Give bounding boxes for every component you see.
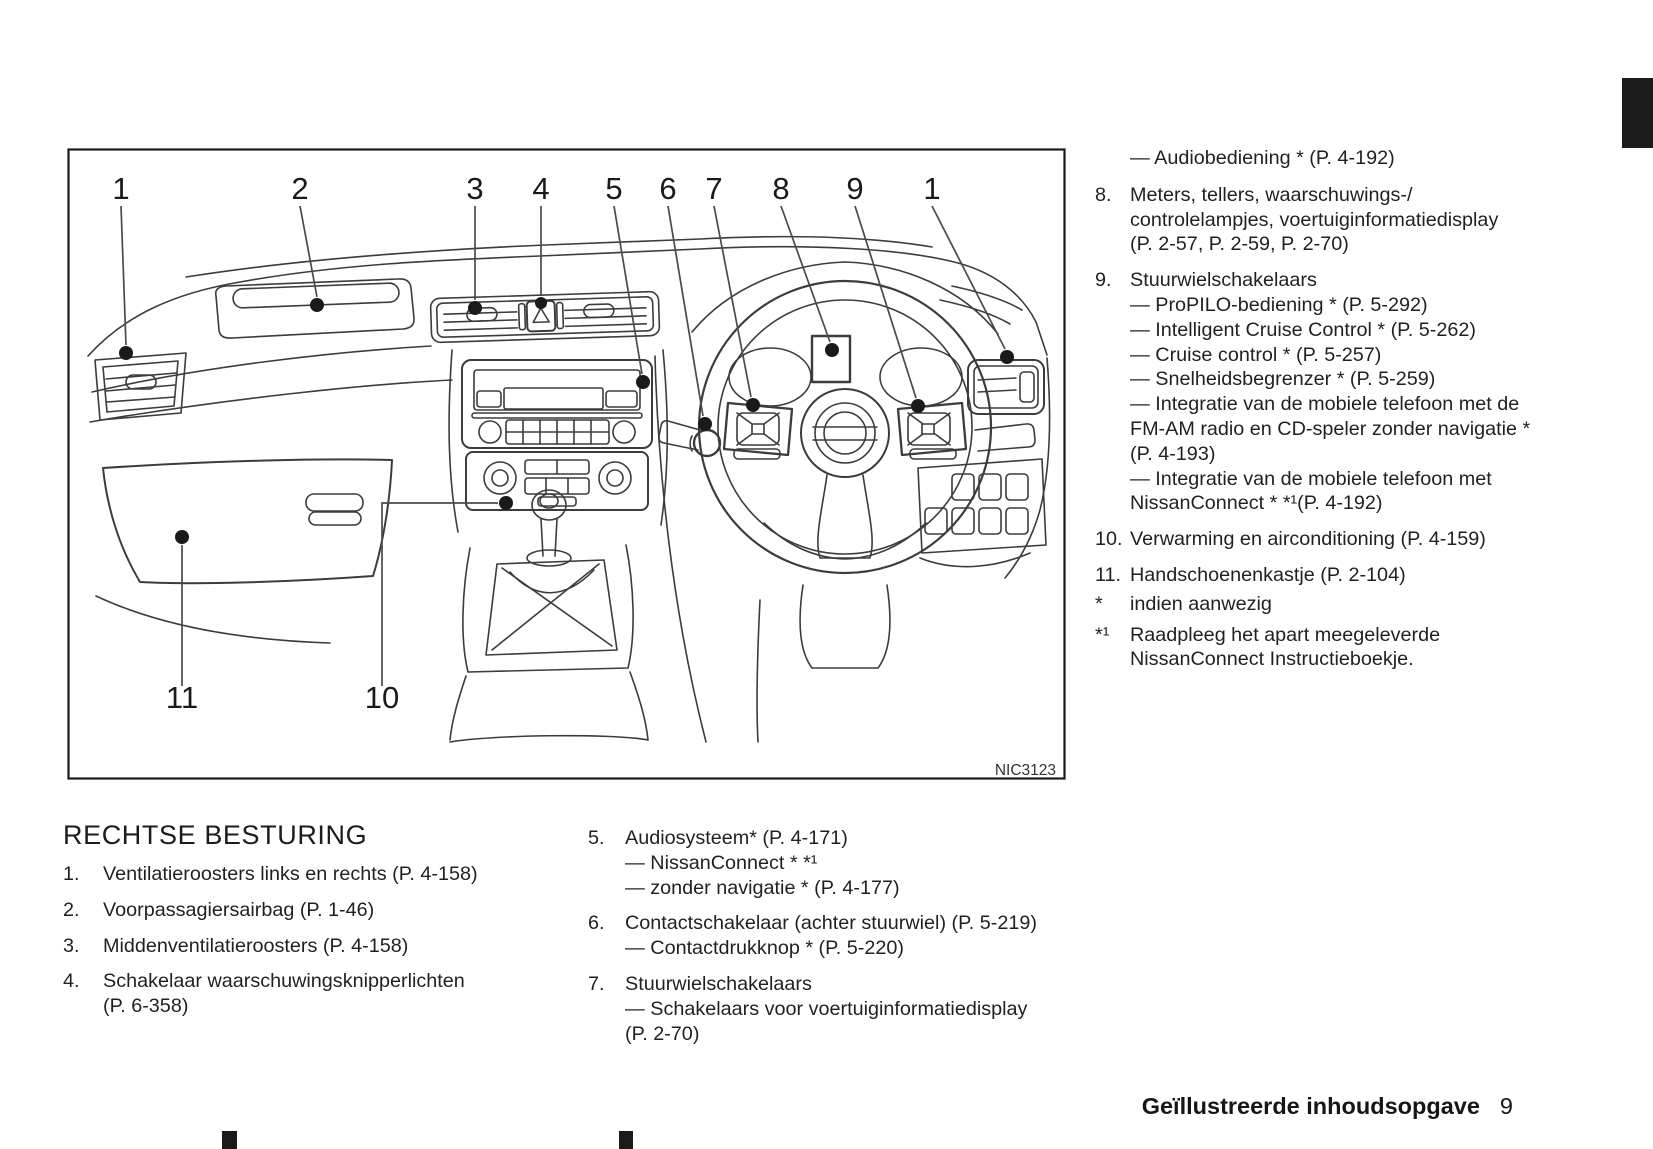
- dashboard-diagram: [67, 148, 1066, 780]
- callout-label: 3: [466, 171, 484, 206]
- legend-item-line: Voorpassagiersairbag (P. 1-46): [103, 898, 375, 921]
- legend-column-left: [63, 820, 553, 1030]
- callout-label: 4: [532, 171, 550, 206]
- callout-dot: [636, 375, 650, 389]
- callout-label: 1: [923, 171, 941, 206]
- legend-item: [1095, 527, 1575, 552]
- footer-section-title: Geïllustreerde inhoudsopgave: [1141, 1093, 1480, 1119]
- footnote-line: NissanConnect Instructieboekje.: [1130, 648, 1414, 671]
- callout-label: 11: [165, 680, 199, 715]
- print-registration-mark: [222, 1131, 237, 1149]
- callout-dot: [911, 399, 925, 413]
- callout-label: 8: [772, 171, 790, 206]
- chapter-tab-marker: [1622, 78, 1653, 148]
- callout-dot: [1000, 350, 1014, 364]
- legend-item-number: 8.: [1095, 183, 1112, 206]
- legend-item-line: — Snelheidsbegrenzer * (P. 5-259): [1130, 368, 1436, 391]
- legend-item-line: — Integratie van de mobiele telefoon met: [1130, 467, 1492, 490]
- legend-item-line: — Cruise control * (P. 5-257): [1130, 343, 1382, 366]
- legend-item-number: 2.: [63, 898, 80, 921]
- footnote-item: [1095, 592, 1575, 617]
- legend-item-line: Audiosysteem* (P. 4-171): [625, 827, 848, 849]
- legend-column-right: [1095, 146, 1575, 678]
- legend-item: [1095, 183, 1575, 257]
- print-registration-mark: [619, 1131, 633, 1149]
- legend-continuation-line: — Audiobediening * (P. 4-192): [1130, 147, 1395, 169]
- legend-item-line: Schakelaar waarschuwingsknipperlichten: [103, 970, 465, 993]
- callout-label: 9: [846, 171, 864, 206]
- legend-item: [63, 969, 553, 1019]
- legend-item-line: FM-AM radio en CD-speler zonder navigatie *: [1130, 417, 1531, 440]
- callout-label: 6: [659, 171, 677, 206]
- callout-label: 1: [112, 171, 130, 206]
- page-title: RECHTSE BESTURING: [63, 820, 368, 850]
- legend-item-number: 7.: [588, 972, 605, 995]
- legend-item: [1095, 563, 1575, 588]
- legend-item: [1095, 268, 1575, 516]
- legend-item-line: (P. 2-57, P. 2-59, P. 2-70): [1130, 233, 1349, 256]
- legend-item: [588, 826, 1088, 900]
- legend-item: [588, 972, 1088, 1046]
- legend-item-line: — zonder navigatie * (P. 4-177): [625, 876, 900, 899]
- dashboard-figure: [67, 148, 1066, 780]
- footnote-marker: *¹: [1095, 623, 1110, 646]
- legend-item-line: — Schakelaars voor voertuiginformatiedisplay: [625, 997, 1028, 1020]
- legend-item-line: — NissanConnect * *¹: [625, 851, 818, 874]
- footnote-marker: *: [1095, 592, 1103, 615]
- footnote-line: indien aanwezig: [1130, 592, 1272, 615]
- callout-dot: [310, 298, 324, 312]
- callout-label: 2: [291, 171, 309, 206]
- footnote-item: [1095, 623, 1575, 673]
- legend-item-line: Middenventilatieroosters (P. 4-158): [103, 934, 409, 957]
- callout-dot: [499, 496, 513, 510]
- legend-item-number: 3.: [63, 934, 80, 957]
- legend-item: [63, 898, 553, 923]
- legend-item-line: Handschoenenkastje (P. 2-104): [1130, 563, 1406, 586]
- callout-dot: [746, 398, 760, 412]
- legend-item-line: Ventilatieroosters links en rechts (P. 4-158): [103, 863, 478, 885]
- legend-item-number: 11.: [1095, 563, 1122, 586]
- callout-dot: [825, 343, 839, 357]
- legend-item-line: Contactschakelaar (achter stuurwiel) (P. 5-219): [625, 912, 1037, 935]
- legend-item-line: — Contactdrukknop * (P. 5-220): [625, 937, 904, 960]
- legend-column-middle: [588, 826, 1088, 1057]
- legend-item-number: 10.: [1095, 528, 1123, 551]
- legend-item: [63, 862, 553, 887]
- legend-item-line: (P. 4-193): [1130, 442, 1216, 465]
- callout-label: 7: [705, 171, 723, 206]
- legend-item-line: — Intelligent Cruise Control * (P. 5-262): [1130, 318, 1476, 341]
- footer-page-number: 9: [1499, 1093, 1513, 1119]
- page-footer: [0, 1093, 1513, 1120]
- legend-item-number: 9.: [1095, 269, 1112, 292]
- callout-dot: [698, 417, 712, 431]
- legend-item-number: 4.: [63, 970, 80, 993]
- legend-item: [588, 911, 1088, 961]
- callout-label: 5: [605, 171, 623, 206]
- footnote-line: Raadpleeg het apart meegeleverde: [1130, 623, 1441, 646]
- legend-item-line: Meters, tellers, waarschuwings-/: [1130, 183, 1413, 206]
- legend-item-line: (P. 6-358): [103, 995, 189, 1018]
- legend-item-line: controlelampjes, voertuiginformatiedisplay: [1130, 208, 1499, 231]
- legend-item: [63, 934, 553, 959]
- figure-code: NIC3123: [994, 762, 1056, 779]
- legend-item-line: — Integratie van de mobiele telefoon met de: [1130, 393, 1520, 416]
- legend-item-line: Verwarming en airconditioning (P. 4-159): [1130, 528, 1486, 551]
- callout-dot: [119, 346, 133, 360]
- legend-item-line: (P. 2-70): [625, 1022, 700, 1045]
- legend-item-number: 6.: [588, 912, 605, 935]
- legend-item-line: NissanConnect * *¹(P. 4-192): [1130, 492, 1383, 515]
- callout-dot: [175, 530, 189, 544]
- callout-dot: [468, 301, 482, 315]
- callout-dot: [535, 297, 547, 309]
- legend-item-number: 5.: [588, 827, 605, 849]
- legend-item-number: 1.: [63, 863, 80, 885]
- callout-label: 10: [364, 680, 400, 715]
- legend-item-line: — ProPILO-bediening * (P. 5-292): [1130, 293, 1428, 316]
- legend-item-line: Stuurwielschakelaars: [625, 972, 812, 995]
- legend-item-line: Stuurwielschakelaars: [1130, 269, 1317, 292]
